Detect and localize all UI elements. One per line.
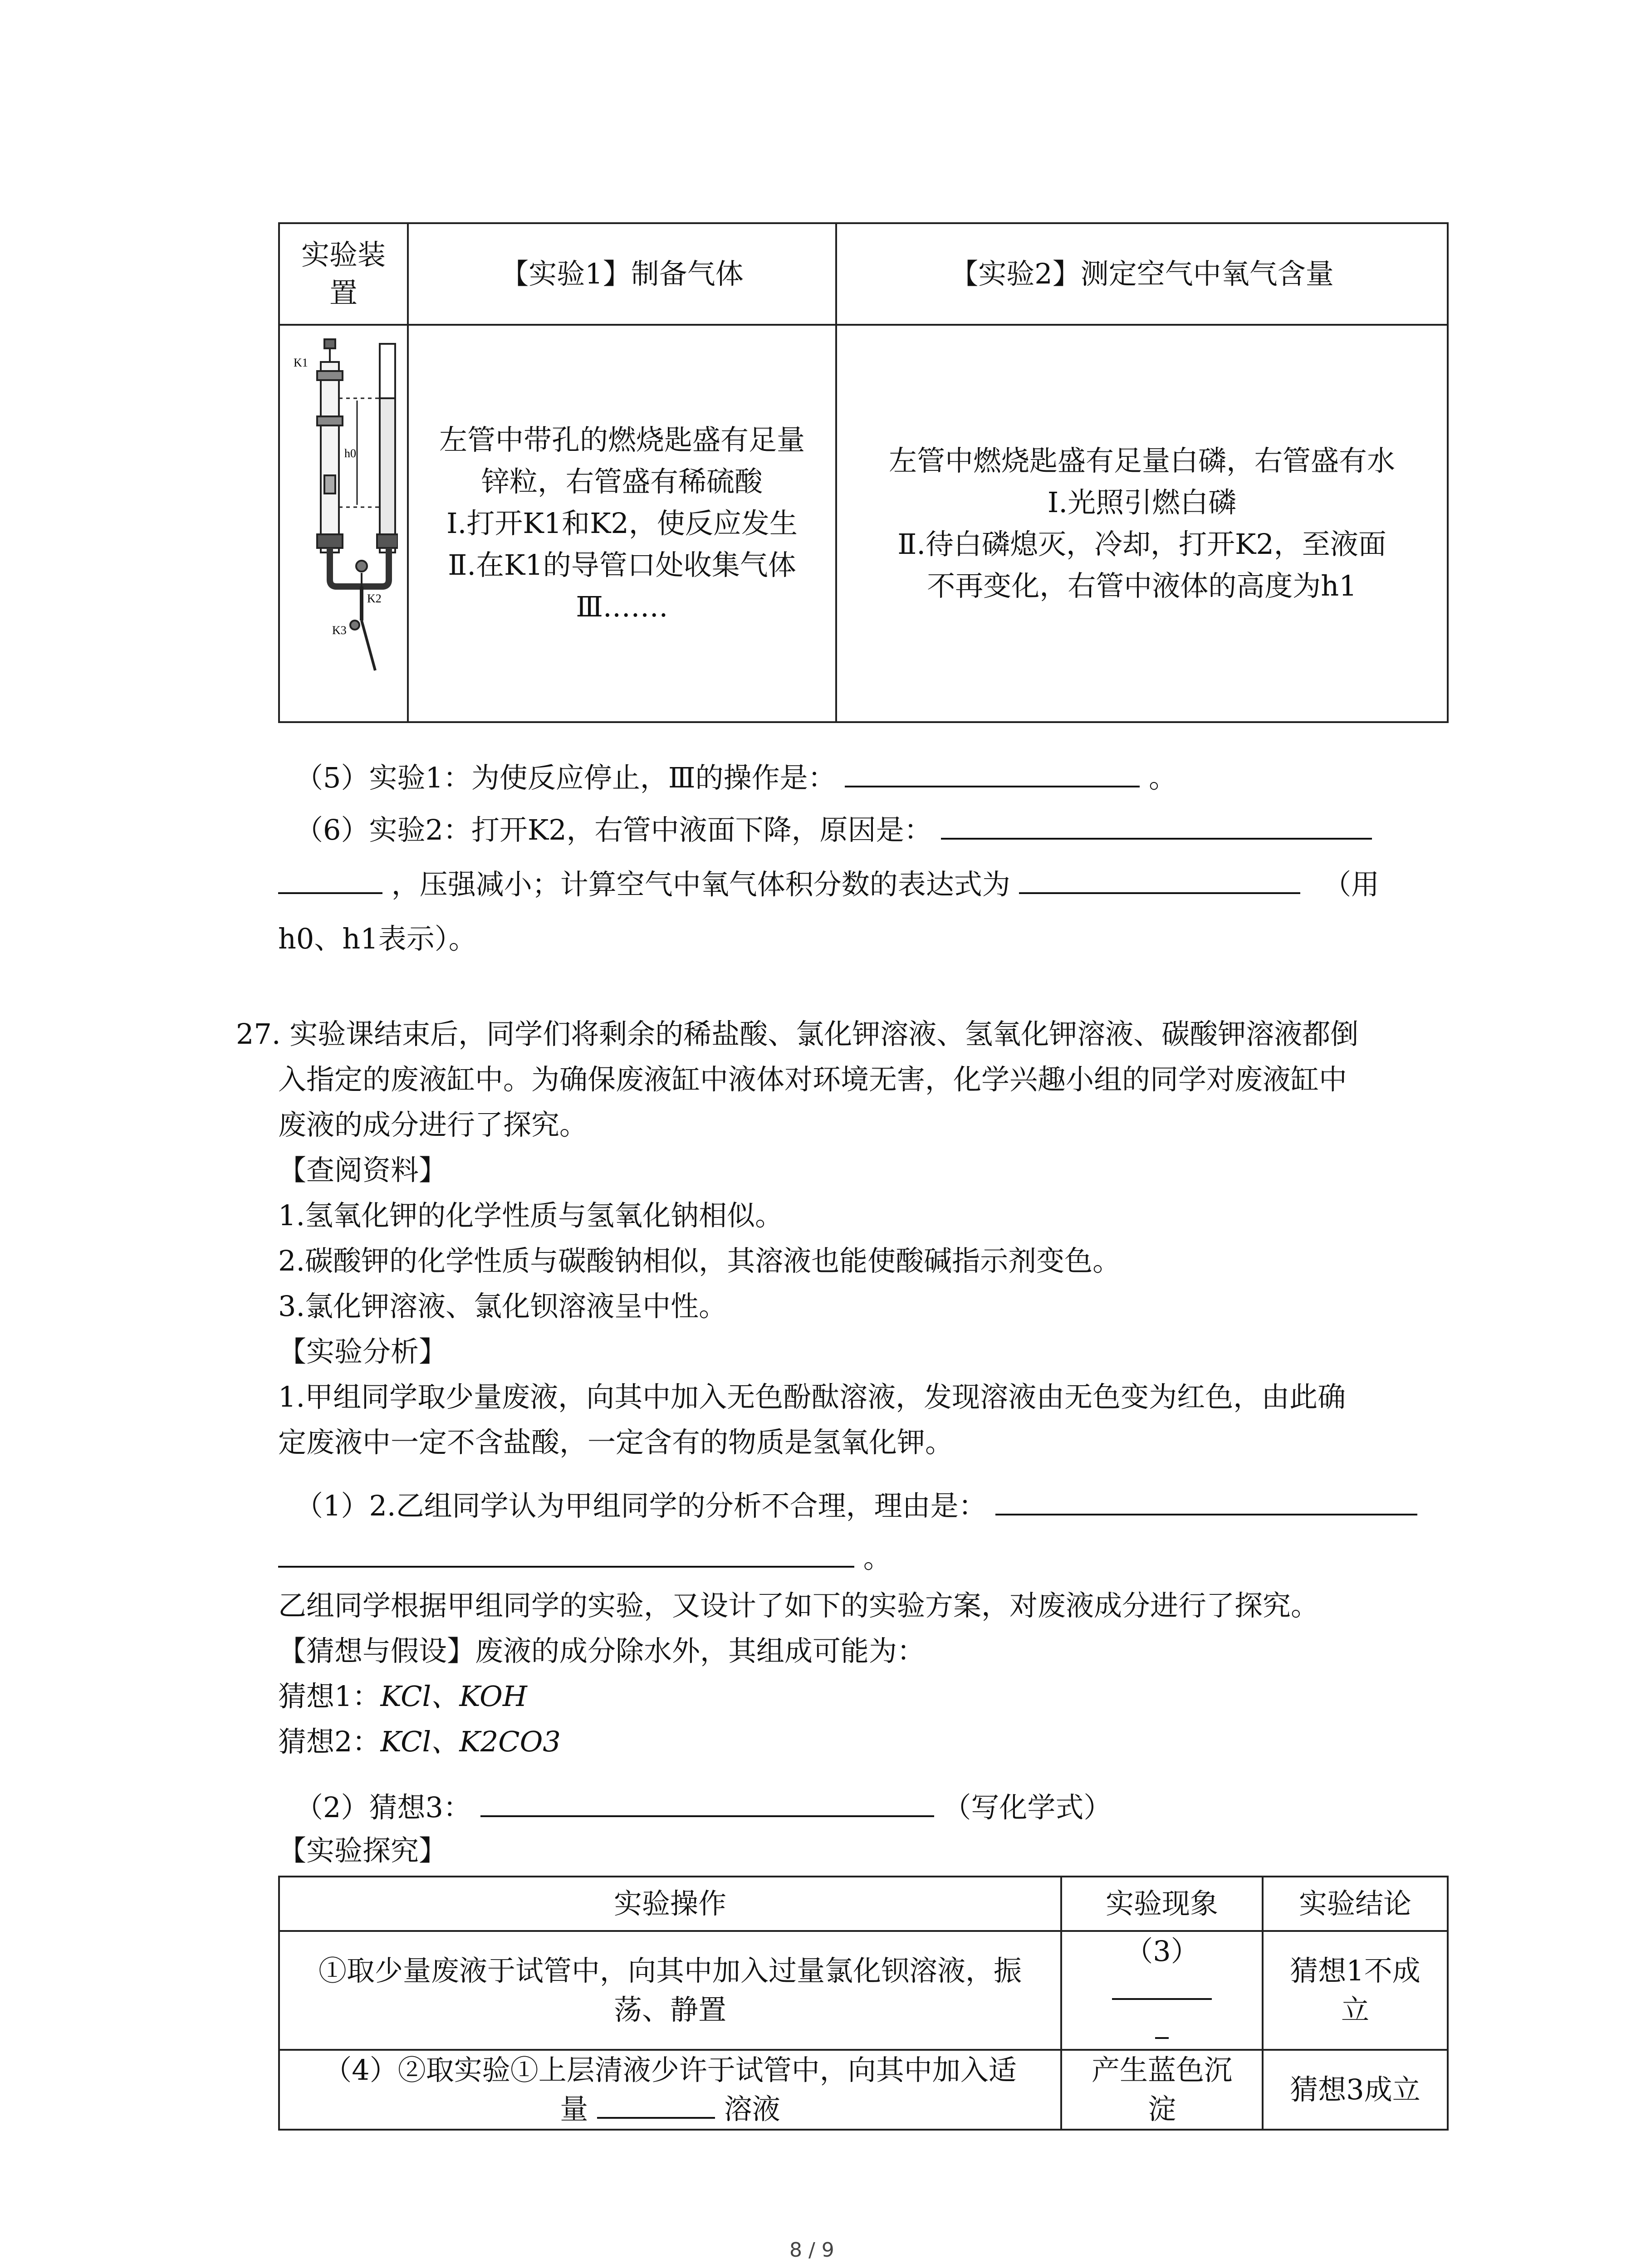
header-operation: 实验操作 [279, 1877, 1061, 1931]
header-exp1: 【实验1】制备气体 [408, 223, 836, 325]
row1-phenomenon: （3） [1061, 1931, 1263, 2050]
guess-1: 猜想1：KCl、KOH [278, 1680, 527, 1713]
apparatus-figure [279, 325, 408, 722]
header-exp2: 【实验2】测定空气中氧气含量 [836, 223, 1448, 325]
q27-intro: 27. 实验课结束后，同学们将剩余的稀盐酸、氯化钾溶液、氢氧化钾溶液、碳酸钾溶液都倒 入指定的废液缸中。为确保废液缸中液体对环境无害，化学兴趣小组的同学对废液缸中 废液的成分进行了探究。 [236, 1017, 1359, 1141]
answer-blank-3-cont[interactable] [1155, 2011, 1169, 2039]
row2-operation: （4）②取实验①上层清液少许于试管中，向其中加入适 量 溶液 [279, 2050, 1061, 2130]
label-k2: K2 [367, 592, 382, 605]
question-6-line3: h0、h1表示）。 [278, 922, 477, 955]
guess-2: 猜想2：KCl、K2CO3 [278, 1725, 561, 1758]
answer-blank-3[interactable] [1112, 1972, 1212, 2000]
exp1-procedure: 左管中带孔的燃烧匙盛有足量 锌粒，右管盛有稀硫酸 Ⅰ.打开K1和K2，使反应发生 Ⅱ.在K1的导管口处收集气体 Ⅲ.…… [408, 325, 836, 722]
question-1-cont: 。 [278, 1535, 892, 1581]
label-k1: K1 [294, 356, 308, 369]
label-h0: h0 [344, 447, 356, 460]
answer-blank-6b[interactable] [278, 866, 382, 894]
heading-analysis: 【实验分析】 [278, 1335, 447, 1368]
u-tube-apparatus [289, 326, 398, 711]
heading-reference: 【查阅资料】 [278, 1154, 447, 1187]
answer-blank-6c[interactable] [1019, 866, 1300, 894]
row2-conclusion: 猜想3成立 [1263, 2050, 1448, 2130]
answer-blank-1b[interactable] [278, 1540, 854, 1568]
answer-blank-4[interactable] [597, 2091, 715, 2119]
q27-body: 【查阅资料】 1.氢氧化钾的化学性质与氢氧化钠相似。 2.碳酸钾的化学性质与碳酸钠相似，其溶液也能使酸碱指示剂变色。 3.氯化钾溶液、氯化钡溶液呈中性。 【实验分析】 1.甲组同学取少量废液，向其中加入无色酚酞溶液，发现溶液由无色变为红色，由此确 定废液中一定不含盐酸，一定含有的物质是氢氧化钾。 [278, 1148, 1346, 1465]
heading-hypothesis: 【猜想与假设】废液的成分除水外，其组成可能为： [278, 1634, 926, 1667]
header-apparatus: 实验装置 [279, 223, 408, 325]
question-5: （5）实验1：为使反应停止，Ⅲ的操作是： 。 [295, 755, 1177, 801]
question-1: （1）2.乙组同学认为甲组同学的分析不合理，理由是： [295, 1483, 1417, 1529]
label-k3: K3 [332, 624, 347, 637]
exp2-procedure: 左管中燃烧匙盛有足量白磷，右管盛有水 Ⅰ.光照引燃白磷 Ⅱ.待白磷熄灭，冷却，打开K2，至液面 不再变化，右管中液体的高度为h1 [836, 325, 1448, 722]
row1-operation: ①取少量废液于试管中，向其中加入过量氯化钡溶液，振 荡、静置 [279, 1931, 1061, 2050]
heading-explore: 【实验探究】 [278, 1834, 447, 1867]
row1-conclusion: 猜想1不成 立 [1263, 1931, 1448, 2050]
question-6-line2: ，压强减小；计算空气中氧气体积分数的表达式为 （用 [278, 862, 1379, 907]
header-phenomenon: 实验现象 [1061, 1877, 1263, 1931]
answer-blank-2[interactable] [480, 1789, 934, 1817]
apparatus-table [278, 222, 1449, 723]
question-2: （2）猜想3： （写化学式） [295, 1785, 1112, 1830]
q27-hypothesis: 乙组同学根据甲组同学的实验，又设计了如下的实验方案，对废液成分进行了探究。 【猜想与假设】废液的成分除水外，其组成可能为： 猜想1：KCl、KOH 猜想2：KCl、K2CO3 [278, 1583, 1319, 1765]
question-6-line1: （6）实验2：打开K2，右管中液面下降，原因是： [295, 807, 1372, 853]
answer-blank-1a[interactable] [995, 1487, 1417, 1515]
header-conclusion: 实验结论 [1263, 1877, 1448, 1931]
page-number: 8 / 9 [789, 2239, 834, 2262]
answer-blank-5[interactable] [845, 759, 1140, 787]
experiment-table [278, 1876, 1449, 2131]
answer-blank-6a[interactable] [941, 811, 1372, 840]
row2-phenomenon: 产生蓝色沉 淀 [1061, 2050, 1263, 2130]
